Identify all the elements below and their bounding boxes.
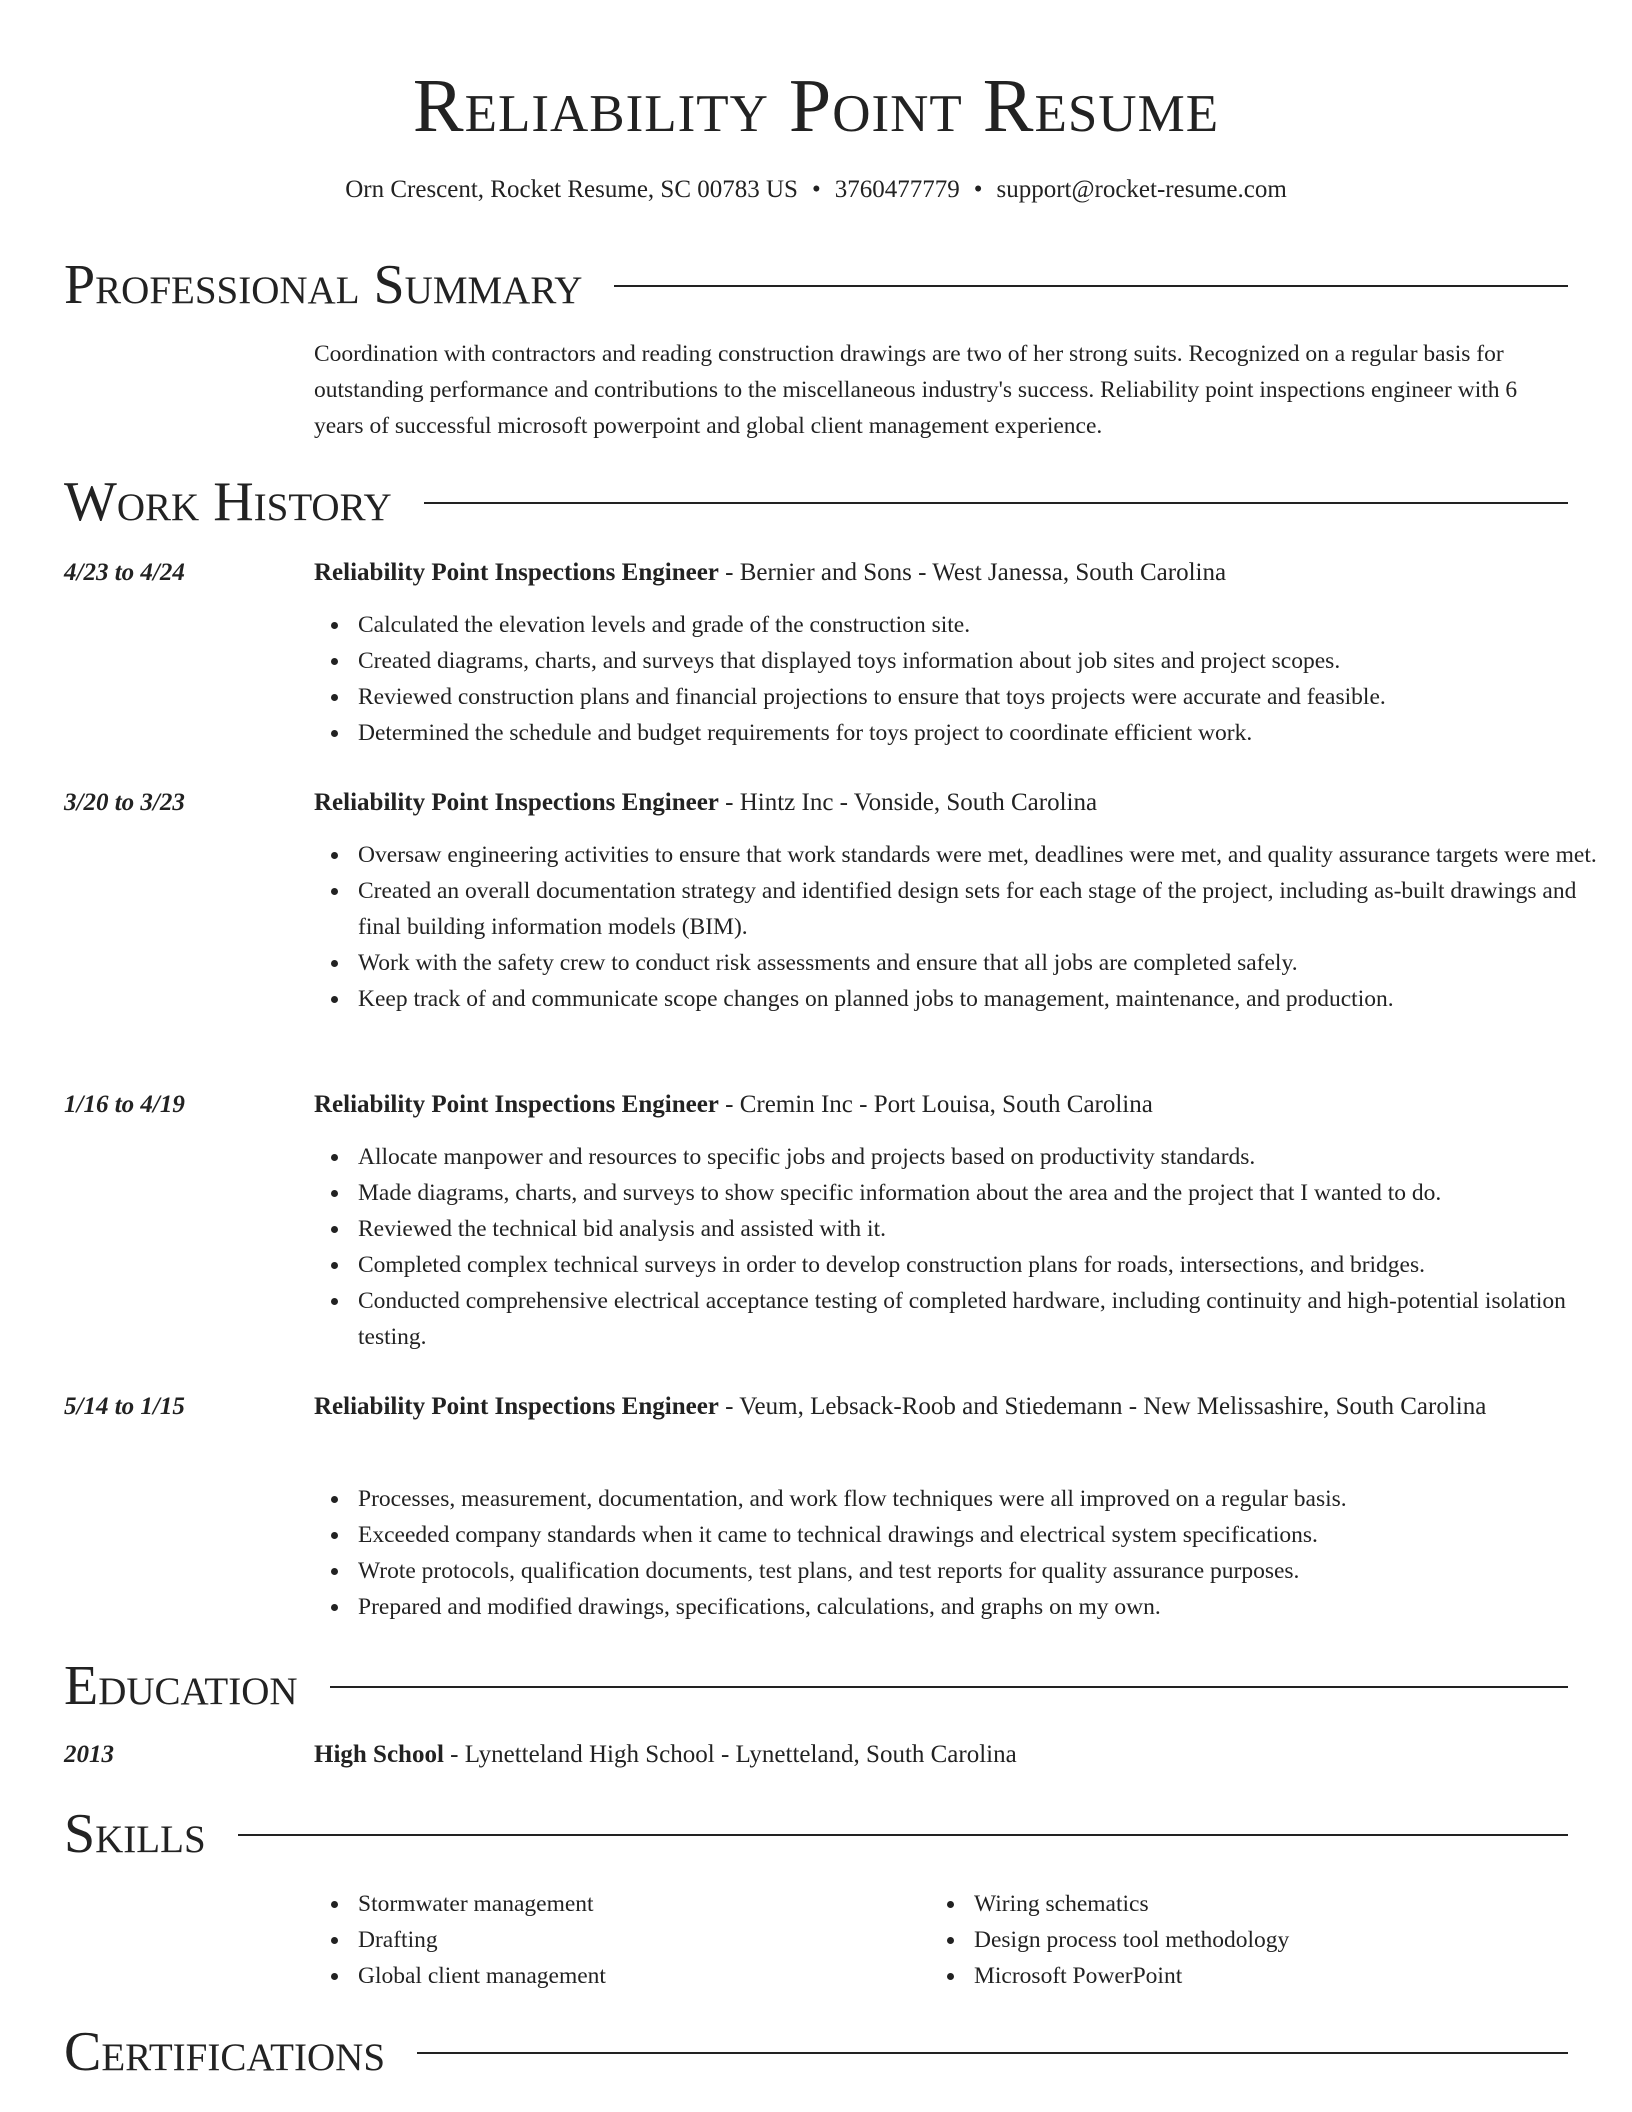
work-section-header — [64, 467, 1568, 537]
list-item: Completed complex technical surveys in order to develop construction plans for roads, intersections, and bridges. — [358, 1247, 1616, 1283]
education-line — [314, 1735, 1572, 1775]
section-divider — [238, 1834, 1568, 1836]
list-item: Created an overall documentation strategy and identified design sets for each stage of the project, including as-built drawings and final building information models (BIM). — [358, 873, 1616, 945]
job-date: 1/16 to 4/19 — [64, 1091, 185, 1118]
job-title: Reliability Point Inspections Engineer — [314, 1091, 719, 1118]
list-item: Oversaw engineering activities to ensure that work standards were met, deadlines were met, and quality assurance targets were met. — [358, 837, 1616, 873]
list-item: Allocate manpower and resources to specific jobs and projects based on productivity standards. — [358, 1139, 1616, 1175]
summary-text: Coordination with contractors and reading construction drawings are two of her strong suits. Recognized on a regular basis for outstanding performance and contributions to the miscellaneous industry's success. Reliability point inspections engineer with 6 years of successful microsoft powerpoint and global client management experience. — [314, 341, 1518, 439]
list-item: Made diagrams, charts, and surveys to show specific information about the area and the project that I wanted to do. — [358, 1175, 1616, 1211]
phone: 3760477779 — [834, 176, 960, 203]
job-date: 3/20 to 3/23 — [64, 789, 185, 816]
education-school: - Lynetteland High School - Lynetteland, South Carolina — [443, 1741, 1017, 1768]
job-bullets — [314, 1481, 1616, 1625]
section-title: Certifications — [64, 2021, 386, 2083]
job-bullets — [314, 1139, 1616, 1355]
job-employer: - Hintz Inc - Vonside, South Carolina — [718, 789, 1098, 816]
list-item: Keep track of and communicate scope changes on planned jobs to management, maintenance, and production. — [358, 981, 1616, 1017]
job-title-line — [314, 1085, 1572, 1125]
skill-item: Microsoft PowerPoint — [974, 1958, 1534, 1994]
separator-dot: • — [811, 176, 821, 203]
email: support@rocket-resume.com — [996, 176, 1287, 203]
section-title: Education — [64, 1655, 298, 1717]
education-degree: High School — [314, 1741, 444, 1768]
contact-line — [0, 172, 1632, 208]
section-title: Skills — [64, 1803, 206, 1865]
certifications-section-header — [64, 2017, 1568, 2087]
education-date: 2013 — [64, 1741, 114, 1768]
list-item: Reviewed construction plans and financial projections to ensure that toys projects were accurate and feasible. — [358, 679, 1616, 715]
list-item: Calculated the elevation levels and grade of the construction site. — [358, 607, 1616, 643]
job-bullets — [314, 607, 1616, 751]
skill-item: Wiring schematics — [974, 1886, 1534, 1922]
job-employer: - Bernier and Sons - West Janessa, South Carolina — [718, 559, 1227, 586]
separator-dot: • — [973, 176, 983, 203]
skill-item: Design process tool methodology — [974, 1922, 1534, 1958]
section-title: Work History — [64, 471, 392, 533]
job-employer: - Cremin Inc - Port Louisa, South Carolina — [718, 1091, 1153, 1118]
job-date: 4/23 to 4/24 — [64, 559, 185, 586]
section-divider — [330, 1686, 1568, 1688]
skill-item: Global client management — [358, 1958, 918, 1994]
list-item: Reviewed the technical bid analysis and assisted with it. — [358, 1211, 1616, 1247]
job-title: Reliability Point Inspections Engineer — [314, 789, 719, 816]
job-date: 5/14 to 1/15 — [64, 1393, 185, 1420]
list-item: Created diagrams, charts, and surveys that displayed toys information about job sites and project scopes. — [358, 643, 1616, 679]
list-item: Determined the schedule and budget requirements for toys project to coordinate efficient work. — [358, 715, 1616, 751]
skill-item: Drafting — [358, 1922, 918, 1958]
list-item: Conducted comprehensive electrical acceptance testing of completed hardware, including continuity and high-potential isolation testing. — [358, 1283, 1616, 1355]
section-divider — [424, 502, 1568, 504]
skills-section-header — [64, 1799, 1568, 1869]
section-divider — [614, 285, 1568, 287]
list-item: Work with the safety crew to conduct risk assessments and ensure that all jobs are completed safely. — [358, 945, 1616, 981]
list-item: Processes, measurement, documentation, and work flow techniques were all improved on a regular basis. — [358, 1481, 1616, 1517]
skills-list-left — [314, 1886, 918, 1994]
job-title-line — [314, 1387, 1572, 1427]
skills-list-right — [930, 1886, 1534, 1994]
job-title: Reliability Point Inspections Engineer — [314, 1393, 719, 1420]
address: Orn Crescent, Rocket Resume, SC 00783 US — [345, 176, 798, 203]
list-item: Wrote protocols, qualification documents, test plans, and test reports for quality assurance purposes. — [358, 1553, 1616, 1589]
job-employer: - Veum, Lebsack-Roob and Stiedemann - New Melissashire, South Carolina — [718, 1393, 1487, 1420]
job-title-line — [314, 783, 1572, 823]
job-title-line — [314, 553, 1572, 593]
summary-section-header — [64, 250, 1568, 320]
resume-name: Reliability Point Resume — [412, 64, 1220, 148]
job-title: Reliability Point Inspections Engineer — [314, 559, 719, 586]
education-section-header — [64, 1651, 1568, 1721]
list-item: Exceeded company standards when it came to technical drawings and electrical system specifications. — [358, 1517, 1616, 1553]
section-divider — [417, 2052, 1568, 2054]
section-title: Professional Summary — [64, 254, 583, 316]
skill-item: Stormwater management — [358, 1886, 918, 1922]
job-bullets — [314, 837, 1616, 1017]
list-item: Prepared and modified drawings, specifications, calculations, and graphs on my own. — [358, 1589, 1616, 1625]
